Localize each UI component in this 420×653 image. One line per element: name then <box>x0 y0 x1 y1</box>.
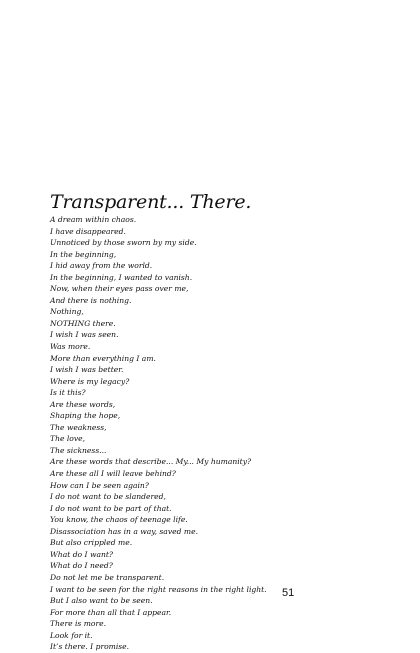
poem-line: Do not let me be transparent. <box>50 572 165 582</box>
poem-line: For more than all that I appear. <box>50 607 172 617</box>
page-number: 51 <box>282 587 295 599</box>
poem-line: I do not want to be slandered, <box>50 492 166 502</box>
poem-line: I have disappeared. <box>50 226 126 236</box>
poem-line: I hid away from the world. <box>50 261 153 271</box>
poem-line: Are these words, <box>50 399 116 409</box>
poem-line: Are these words that describe... My... My humanity? <box>50 457 252 467</box>
poem-line: Was more. <box>50 342 91 352</box>
poem-line: There is more. <box>50 619 107 629</box>
poem-line: A dream within chaos. <box>50 215 137 224</box>
poem-line: Nothing, <box>50 307 84 317</box>
poem-line: And there is nothing. <box>50 295 132 305</box>
poem-line: You know, the chaos of teenage life. <box>50 515 188 525</box>
poem-line: What do I need? <box>50 561 113 571</box>
poem-line: The sickness... <box>50 445 107 455</box>
poem-line: Unnoticed by those sworn by my side. <box>50 238 197 248</box>
poem-line: Disassociation has in a way, saved me. <box>50 526 199 536</box>
poem-line: Where is my legacy? <box>50 376 130 386</box>
poem-line: What do I want? <box>50 549 113 559</box>
poem-line: Is it this? <box>50 388 86 398</box>
poem-body <box>50 214 267 653</box>
poem-line: I want to be seen for the right reasons in the right light. <box>50 584 267 594</box>
poem-line: More than everything I am. <box>50 353 156 363</box>
poem-line: I wish I was better. <box>50 365 124 375</box>
poem-line: But also crippled me. <box>50 538 133 548</box>
poem-line: Look for it. <box>50 630 93 640</box>
poem-line: Are these all I will leave behind? <box>50 469 176 479</box>
poem-line: The weakness, <box>50 422 107 432</box>
poem-line: How can I be seen again? <box>50 480 149 490</box>
poem-title: Transparent... There. <box>50 191 252 213</box>
poem-line: But I also want to be seen. <box>50 596 153 606</box>
poem-line: I wish I was seen. <box>50 330 119 340</box>
poem-line: I do not want to be part of that. <box>50 503 172 513</box>
poem-line: In the beginning, I wanted to vanish. <box>50 272 193 282</box>
poem-line: It’s there. I promise. <box>50 642 130 652</box>
poem-line: In the beginning, <box>50 249 117 259</box>
poem-line: NOTHING there. <box>50 318 116 328</box>
poem-line: The love, <box>50 434 86 444</box>
poem-line: Now, when their eyes pass over me, <box>50 284 189 294</box>
poem-line: Shaping the hope, <box>50 411 121 421</box>
